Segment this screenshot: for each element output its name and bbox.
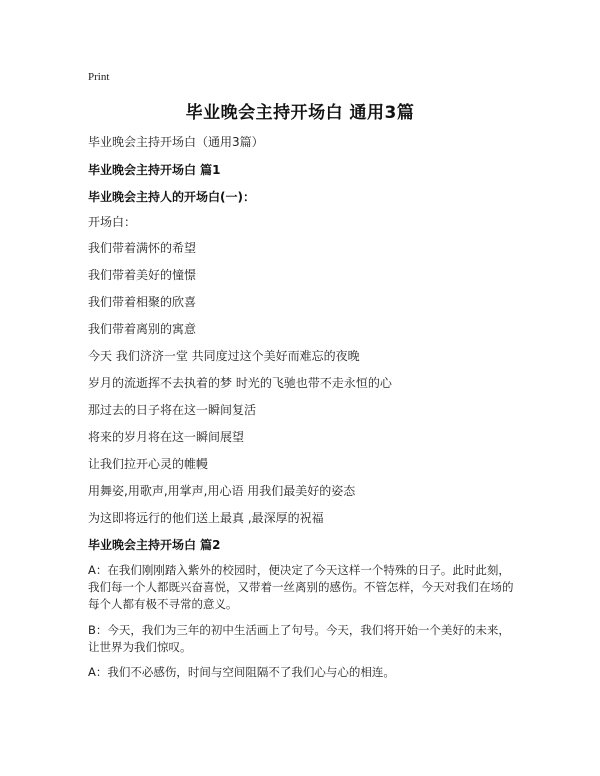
poem-line: 岁月的流逝挥不去执着的梦 时光的飞驰也带不走永恒的心 [88, 376, 392, 390]
document-title: 毕业晚会主持开场白 通用3篇 [185, 103, 415, 123]
section-heading-2: 毕业晚会主持开场白 篇2 [88, 538, 221, 552]
poem-line: 我们带着相聚的欣喜 [88, 295, 197, 309]
print-label: Print [88, 71, 110, 83]
poem-line: 为这即将远行的他们送上最真 ,最深厚的祝福 [88, 511, 324, 525]
document-subtitle: 毕业晚会主持开场白（通用3篇） [88, 135, 264, 149]
dialogue-paragraph: B：今天，我们为三年的初中生活画上了句号。今天，我们将开始一个美好的未来，让世界为我们惊叹。 [88, 623, 510, 654]
section-heading-1: 毕业晚会主持开场白 篇1 [88, 163, 221, 177]
dialogue-paragraph: A：我们不必感伤，时间与空间阻隔不了我们心与心的相连。 [88, 665, 395, 679]
opening-label: 开场白： [88, 215, 137, 229]
poem-line: 将来的岁月将在这一瞬间展望 [88, 430, 245, 444]
poem-line: 今天 我们济济一堂 共同度过这个美好而难忘的夜晚 [88, 349, 360, 363]
poem-line: 我们带着美好的憧憬 [88, 268, 197, 282]
poem-line: 让我们拉开心灵的帷幔 [88, 457, 209, 471]
poem-line: 我们带着满怀的希望 [88, 241, 197, 255]
section-subheading-1: 毕业晚会主持人的开场白(一)： [88, 190, 255, 204]
poem-line: 那过去的日子将在这一瞬间复活 [88, 403, 257, 417]
dialogue-paragraph: A：在我们刚刚踏入紫外的校园时，便决定了今天这样一个特殊的日子。此时此刻，我们每一个人都既兴奋喜悦，又带着一丝离别的感伤。不管怎样，今天对我们在场的每个人都有极不寻常的意义。 [88, 563, 514, 611]
poem-line: 我们带着离别的寓意 [88, 322, 197, 336]
poem-line: 用舞姿,用歌声,用掌声,用心语 用我们最美好的姿态 [88, 484, 356, 498]
